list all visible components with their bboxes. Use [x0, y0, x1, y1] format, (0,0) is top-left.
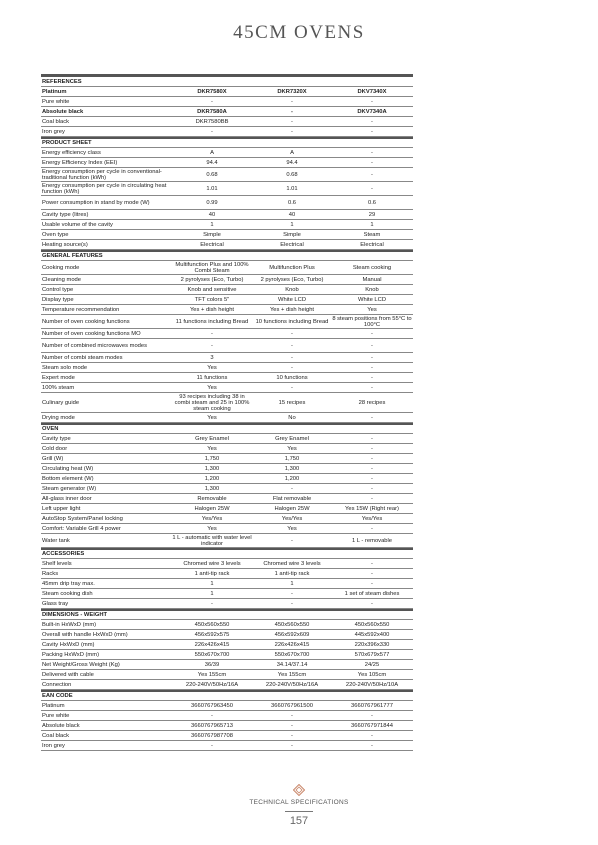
spec-row: [41, 339, 413, 353]
spec-label: Coal black: [42, 732, 70, 739]
spec-value: -: [371, 374, 373, 381]
spec-row: [41, 731, 413, 741]
spec-value: Yes: [207, 525, 217, 532]
spec-label: Left upper light: [42, 505, 81, 512]
spec-value: Yes: [207, 414, 217, 421]
spec-label: Number of combined microwaves modes: [42, 342, 148, 349]
spec-label: Energy consumption per cycle in conventional-traditional function (kWh): [42, 168, 162, 181]
spec-label: Iron grey: [42, 742, 65, 749]
spec-value: 1: [210, 221, 214, 228]
spec-row: [41, 315, 413, 329]
spec-value: 94.4: [286, 159, 298, 166]
spec-label: Pure white: [42, 712, 70, 719]
spec-value: 1,300: [284, 465, 300, 472]
spec-value: 36/39: [204, 661, 220, 668]
spec-label: Comfort: Variable Grill 4 power: [42, 525, 121, 532]
spec-row: [41, 210, 413, 220]
spec-value: 450x560x550: [194, 621, 230, 628]
spec-value: -: [291, 742, 293, 749]
spec-value: 220-240V/50Hz/16A: [265, 681, 319, 688]
spec-value: 93 recipes including 38 in combi steam and 25 in 100% steam cooking: [174, 393, 250, 412]
spec-value: 10 functions including Bread: [255, 318, 329, 325]
spec-row: [41, 454, 413, 464]
spec-value: Yes 155cm: [197, 671, 227, 678]
spec-value: 1.01: [286, 185, 298, 192]
spec-value: Removable: [197, 495, 227, 502]
spec-value: Yes: [207, 364, 217, 371]
spec-value: -: [371, 149, 373, 156]
spec-value: 3660767987708: [191, 732, 233, 739]
section-header: DIMENSIONS - WEIGHT: [41, 609, 413, 620]
spec-value: Yes + dish height: [269, 306, 315, 313]
spec-value: 11 functions including Bread: [175, 318, 249, 325]
spec-value: Knob: [285, 286, 299, 293]
spec-value: 11 functions: [196, 374, 228, 381]
spec-value: DKR7580BB: [195, 118, 229, 125]
spec-value: DKR7320X: [277, 88, 307, 95]
spec-value: -: [291, 712, 293, 719]
spec-value: 1,750: [204, 455, 220, 462]
spec-row: [41, 285, 413, 295]
spec-label: Connection: [42, 681, 72, 688]
spec-value: 1,200: [204, 475, 220, 482]
spec-value: 1 anti-tip rack: [274, 570, 310, 577]
spec-row: [41, 504, 413, 514]
spec-row: [41, 680, 413, 690]
footer-caption: TECHNICAL SPECIFICATIONS: [249, 799, 349, 806]
spec-value: Yes/Yes: [281, 515, 303, 522]
spec-label: Cavity HxWxD (mm): [42, 641, 95, 648]
spec-value: 2 pyrolyses (Eco, Turbo): [180, 276, 244, 283]
spec-value: DKV7340A: [357, 108, 387, 115]
spec-value: White LCD: [357, 296, 387, 303]
spec-row: [41, 474, 413, 484]
spec-value: Yes 155cm: [277, 671, 307, 678]
spec-value: Multifunction Plus: [269, 264, 315, 271]
section-header: PRODUCT SHEET: [41, 137, 413, 148]
spec-label: Display type: [42, 296, 74, 303]
spec-value: 220x396x330: [354, 641, 390, 648]
spec-value: Yes: [287, 445, 297, 452]
spec-label: Expert mode: [42, 374, 75, 381]
spec-row: [41, 329, 413, 339]
spec-label: Racks: [42, 570, 59, 577]
spec-label: Water tank: [42, 537, 70, 544]
spec-value: -: [371, 732, 373, 739]
page-number: 157: [289, 815, 309, 827]
spec-value: -: [371, 485, 373, 492]
spec-value: 1: [290, 580, 294, 587]
spec-value: Steam cooking: [352, 264, 392, 271]
spec-value: 24/25: [364, 661, 380, 668]
spec-value: Chromed wire 3 levels: [263, 560, 321, 567]
spec-value: Electrical: [360, 241, 384, 248]
spec-row: [41, 383, 413, 393]
spec-value: -: [371, 525, 373, 532]
spec-row: [41, 569, 413, 579]
spec-value: -: [371, 435, 373, 442]
spec-value: Chromed wire 3 levels: [183, 560, 241, 567]
spec-row: [41, 670, 413, 680]
spec-row: [41, 148, 413, 158]
spec-row: [41, 158, 413, 168]
footer: [0, 783, 598, 827]
spec-value: -: [291, 342, 293, 349]
spec-value: 1.01: [206, 185, 218, 192]
spec-value: Multifunction Plus and 100% Combi Steam: [175, 261, 249, 274]
spec-row: [41, 444, 413, 454]
spec-value: -: [211, 342, 213, 349]
spec-label: Cavity type: [42, 435, 71, 442]
spec-label: Platinum: [42, 88, 67, 95]
section-header: REFERENCES: [41, 78, 413, 87]
spec-value: 550x670x700: [194, 651, 230, 658]
spec-value: 220-240V/50Hz/16A: [185, 681, 239, 688]
spec-value: -: [291, 108, 293, 115]
spec-value: A: [210, 149, 214, 156]
spec-label: Built-in HxWxD (mm): [42, 621, 97, 628]
spec-row: [41, 660, 413, 670]
footer-divider: [285, 811, 313, 812]
spec-value: 28 recipes: [358, 399, 386, 406]
spec-label: Cavity type (litres): [42, 211, 89, 218]
spec-value: 94.4: [206, 159, 218, 166]
spec-label: Bottom element (W): [42, 475, 94, 482]
spec-value: 15 recipes: [278, 399, 306, 406]
spec-label: Power consumption in stand by mode (W): [42, 199, 150, 206]
spec-value: -: [291, 732, 293, 739]
spec-value: Yes 15W (Right rear): [345, 505, 399, 512]
spec-row: [41, 484, 413, 494]
spec-value: -: [291, 600, 293, 607]
spec-value: -: [211, 330, 213, 337]
spec-label: Absolute black: [42, 108, 84, 115]
spec-value: Simple: [283, 231, 301, 238]
spec-value: 3: [210, 354, 214, 361]
spec-value: 226x426x415: [274, 641, 310, 648]
spec-label: AutoStop System/Panel locking: [42, 515, 123, 522]
spec-value: -: [211, 128, 213, 135]
spec-value: 40: [288, 211, 296, 218]
spec-row: [41, 127, 413, 137]
spec-row: [41, 240, 413, 250]
spec-value: 0.6: [287, 199, 297, 206]
spec-row: [41, 295, 413, 305]
spec-value: -: [371, 364, 373, 371]
spec-label: Platinum: [42, 702, 65, 709]
page-title: 45CM OVENS: [233, 22, 365, 43]
spec-row: [41, 630, 413, 640]
spec-row: [41, 721, 413, 731]
spec-row: [41, 393, 413, 413]
spec-value: 456x592x575: [194, 631, 230, 638]
spec-value: 550x670x700: [274, 651, 310, 658]
spec-label: All-glass inner door: [42, 495, 92, 502]
spec-value: 1: [210, 580, 214, 587]
spec-row: [41, 117, 413, 127]
spec-value: -: [291, 354, 293, 361]
spec-value: -: [291, 384, 293, 391]
spec-value: Knob and sensitive: [187, 286, 237, 293]
spec-row: [41, 363, 413, 373]
spec-value: Flat removable: [272, 495, 312, 502]
spec-value: 1,300: [204, 485, 220, 492]
spec-label: Heating source(s): [42, 241, 88, 248]
spec-value: 1: [210, 590, 214, 597]
spec-label: Number of combi steam modes: [42, 354, 123, 361]
spec-value: 1,750: [284, 455, 300, 462]
spec-label: Packing HxWxD (mm): [42, 651, 100, 658]
spec-value: Yes: [367, 306, 377, 313]
spec-label: Energy Efficiency Index (EEI): [42, 159, 118, 166]
spec-label: Pure white: [42, 98, 70, 105]
spec-value: 29: [368, 211, 376, 218]
spec-value: 3660767961777: [351, 702, 393, 709]
spec-value: 226x426x415: [194, 641, 230, 648]
spec-row: [41, 464, 413, 474]
spec-value: 0.68: [206, 171, 218, 178]
spec-row: [41, 168, 413, 182]
section-header: ACCESSORIES: [41, 548, 413, 559]
spec-value: Manual: [362, 276, 382, 283]
spec-row: [41, 589, 413, 599]
spec-value: TFT colors 5": [194, 296, 230, 303]
spec-value: Yes 105cm: [357, 671, 387, 678]
spec-value: -: [371, 128, 373, 135]
spec-row: [41, 640, 413, 650]
spec-value: 0.6: [367, 199, 377, 206]
spec-value: -: [371, 384, 373, 391]
spec-value: -: [371, 580, 373, 587]
spec-value: -: [371, 445, 373, 452]
spec-row: [41, 524, 413, 534]
spec-value: 34.14/37.14: [276, 661, 308, 668]
spec-label: Steam solo mode: [42, 364, 88, 371]
spec-row: [41, 87, 413, 97]
spec-row: [41, 305, 413, 315]
spec-value: DKV7340X: [357, 88, 387, 95]
spec-value: Grey Enamel: [275, 435, 309, 442]
spec-value: Knob: [365, 286, 379, 293]
spec-row: [41, 599, 413, 609]
spec-label: Coal black: [42, 118, 70, 125]
spec-label: Temperature recommendation: [42, 306, 120, 313]
spec-row: [41, 494, 413, 504]
spec-row: [41, 559, 413, 569]
spec-row: [41, 534, 413, 548]
spec-value: -: [291, 118, 293, 125]
section-header: EAN CODE: [41, 690, 413, 701]
spec-value: Steam: [363, 231, 381, 238]
spec-row: [41, 107, 413, 117]
spec-value: 0.99: [206, 199, 218, 206]
top-rule: [41, 74, 413, 77]
spec-value: 3660767961500: [271, 702, 313, 709]
spec-value: Yes: [207, 384, 217, 391]
spec-value: 445x592x400: [354, 631, 390, 638]
spec-value: -: [291, 98, 293, 105]
spec-label: Culinary guide: [42, 399, 80, 406]
spec-value: -: [291, 330, 293, 337]
spec-row: [41, 701, 413, 711]
brand-logo-icon: [293, 783, 305, 795]
spec-label: Energy consumption per cycle in circulating heat function (kWh): [42, 182, 167, 195]
section-header: GENERAL FEATURES: [41, 250, 413, 261]
spec-value: 220-240V/50Hz/10A: [345, 681, 399, 688]
spec-value: -: [211, 712, 213, 719]
spec-label: Cooking mode: [42, 264, 80, 271]
spec-value: -: [211, 600, 213, 607]
spec-value: Yes: [207, 445, 217, 452]
spec-value: No: [288, 414, 296, 421]
spec-value: -: [371, 560, 373, 567]
spec-row: [41, 220, 413, 230]
spec-value: -: [371, 475, 373, 482]
spec-row: [41, 413, 413, 423]
spec-row: [41, 353, 413, 363]
spec-table: [41, 74, 413, 751]
spec-value: 0.68: [286, 171, 298, 178]
spec-value: -: [371, 342, 373, 349]
spec-value: Yes/Yes: [201, 515, 223, 522]
spec-value: -: [371, 330, 373, 337]
spec-value: -: [291, 364, 293, 371]
spec-value: Yes + dish height: [189, 306, 235, 313]
spec-value: 3660767965713: [191, 722, 233, 729]
spec-label: Control type: [42, 286, 74, 293]
spec-value: 3660767963450: [191, 702, 233, 709]
spec-value: -: [371, 742, 373, 749]
spec-value: Electrical: [200, 241, 224, 248]
spec-label: 45mm drip tray max.: [42, 580, 95, 587]
spec-label: Steam cooking dish: [42, 590, 93, 597]
spec-value: 1,200: [284, 475, 300, 482]
spec-value: -: [371, 171, 373, 178]
spec-value: -: [371, 465, 373, 472]
spec-value: -: [371, 118, 373, 125]
spec-value: -: [291, 722, 293, 729]
spec-label: Number of oven cooking functions: [42, 318, 130, 325]
spec-value: 2 pyrolyses (Eco, Turbo): [260, 276, 324, 283]
spec-value: Simple: [203, 231, 221, 238]
spec-value: -: [371, 455, 373, 462]
spec-label: Oven type: [42, 231, 69, 238]
spec-value: White LCD: [277, 296, 307, 303]
spec-row: [41, 579, 413, 589]
spec-value: Grey Enamel: [195, 435, 229, 442]
spec-value: 40: [208, 211, 216, 218]
spec-row: [41, 275, 413, 285]
spec-label: 100% steam: [42, 384, 75, 391]
spec-label: Iron grey: [42, 128, 65, 135]
spec-value: -: [371, 495, 373, 502]
spec-value: 10 functions: [276, 374, 308, 381]
spec-value: A: [290, 149, 294, 156]
spec-row: [41, 434, 413, 444]
spec-value: 450x560x550: [354, 621, 390, 628]
spec-value: 8 steam positions from 55°C to 100°C: [332, 315, 412, 328]
spec-value: Electrical: [280, 241, 304, 248]
spec-label: Overall with handle HxWxD (mm): [42, 631, 128, 638]
spec-value: Halogen 25W: [194, 505, 230, 512]
spec-row: [41, 97, 413, 107]
spec-value: -: [371, 98, 373, 105]
spec-value: 1,300: [204, 465, 220, 472]
spec-label: Delivered with cable: [42, 671, 94, 678]
spec-value: DKR7580A: [197, 108, 227, 115]
spec-label: Absolute black: [42, 722, 80, 729]
spec-value: -: [291, 485, 293, 492]
spec-row: [41, 182, 413, 196]
spec-value: -: [291, 590, 293, 597]
spec-value: -: [371, 570, 373, 577]
spec-label: Cleaning mode: [42, 276, 81, 283]
spec-row: [41, 230, 413, 240]
spec-value: Yes/Yes: [361, 515, 383, 522]
spec-label: Shelf levels: [42, 560, 72, 567]
spec-row: [41, 650, 413, 660]
spec-value: -: [371, 600, 373, 607]
spec-value: -: [291, 537, 293, 544]
spec-value: -: [371, 159, 373, 166]
spec-value: -: [371, 712, 373, 719]
section-header: OVEN: [41, 423, 413, 434]
spec-row: [41, 514, 413, 524]
spec-label: Grill (W): [42, 455, 64, 462]
spec-row: [41, 741, 413, 751]
spec-label: Energy efficiency class: [42, 149, 101, 156]
spec-value: -: [211, 98, 213, 105]
spec-value: 570x679x577: [354, 651, 390, 658]
spec-row: [41, 261, 413, 275]
spec-value: 1: [370, 221, 374, 228]
spec-value: -: [211, 742, 213, 749]
spec-value: 1 anti-tip rack: [194, 570, 230, 577]
spec-row: [41, 620, 413, 630]
spec-value: Yes: [287, 525, 297, 532]
spec-label: Number of oven cooking functions MO: [42, 330, 141, 337]
spec-row: [41, 373, 413, 383]
spec-label: Drying mode: [42, 414, 75, 421]
spec-label: Steam generator (W): [42, 485, 97, 492]
spec-row: [41, 711, 413, 721]
spec-value: Halogen 25W: [274, 505, 310, 512]
spec-value: 1 set of steam dishes: [344, 590, 400, 597]
spec-value: 1: [290, 221, 294, 228]
spec-value: DKR7580X: [197, 88, 227, 95]
spec-value: -: [371, 414, 373, 421]
spec-value: 3660767971844: [351, 722, 393, 729]
spec-value: -: [371, 354, 373, 361]
spec-label: Usable volume of the cavity: [42, 221, 113, 228]
spec-value: -: [371, 185, 373, 192]
spec-value: 1 L - removable: [351, 537, 393, 544]
spec-value: 1 L - automatic with water level indicator: [172, 534, 252, 547]
spec-row: [41, 196, 413, 210]
spec-label: Cold door: [42, 445, 68, 452]
spec-label: Glass tray: [42, 600, 69, 607]
spec-value: -: [291, 128, 293, 135]
spec-value: 456x592x609: [274, 631, 310, 638]
spec-label: Net Weight/Gross Weight (Kg): [42, 661, 120, 668]
spec-label: Circulating heat (W): [42, 465, 94, 472]
spec-value: 450x560x550: [274, 621, 310, 628]
